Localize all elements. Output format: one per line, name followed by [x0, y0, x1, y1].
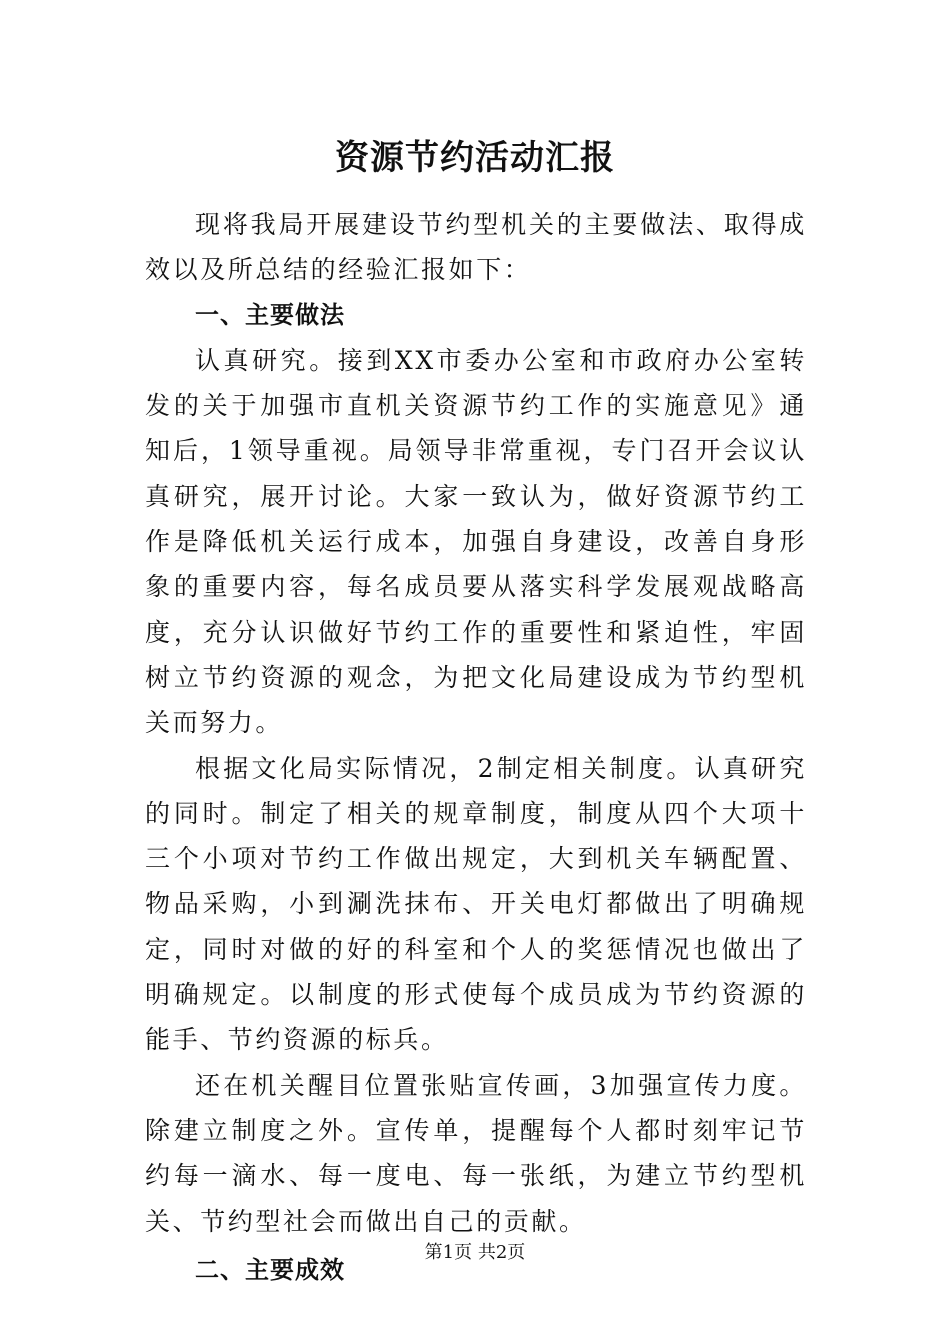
section-heading-methods: 一、主要做法: [195, 300, 345, 329]
document-title: 资源节约活动汇报: [335, 138, 615, 178]
paragraph-rules: 根据文化局实际情况，2制定相关制度。认真研究的同时。制定了相关的规章制度，制度从四个大项十三个小项对节约工作做出规定，大到机关车辆配置、物品采购，小到涮洗抹布、开关电灯都做出了明确规定，同时对做的好的科室和个人的奖惩情况也做出了明确规定。以制度的形式使每个成员成为节约资源的能手、节约资源的标兵。: [145, 753, 807, 1055]
page-footer: 第1页 共2页: [424, 1242, 526, 1263]
paragraph-publicity: 还在机关醒目位置张贴宣传画，3加强宣传力度。除建立制度之外。宣传单，提醒每个人都时刻牢记节约每一滴水、每一度电、每一张纸，为建立节约型机关、节约型社会而做出自己的贡献。: [145, 1070, 807, 1236]
section-heading-results: 二、主要成效: [195, 1255, 345, 1284]
paragraph-research: 认真研究。接到XX市委办公室和市政府办公室转发的关于加强市直机关资源节约工作的实施意见》通知后，1领导重视。局领导非常重视，专门召开会议认真研究，展开讨论。大家一致认为，做好资源节约工作是降低机关运行成本，加强自身建设，改善自身形象的重要内容，每名成员要从落实科学发展观战略高度，充分认识做好节约工作的重要性和紧迫性，牢固树立节约资源的观念，为把文化局建设成为节约型机关而努力。: [145, 345, 807, 738]
document-body: [145, 202, 807, 1293]
intro-paragraph: 现将我局开展建设节约型机关的主要做法、取得成效以及所总结的经验汇报如下：: [145, 210, 807, 285]
